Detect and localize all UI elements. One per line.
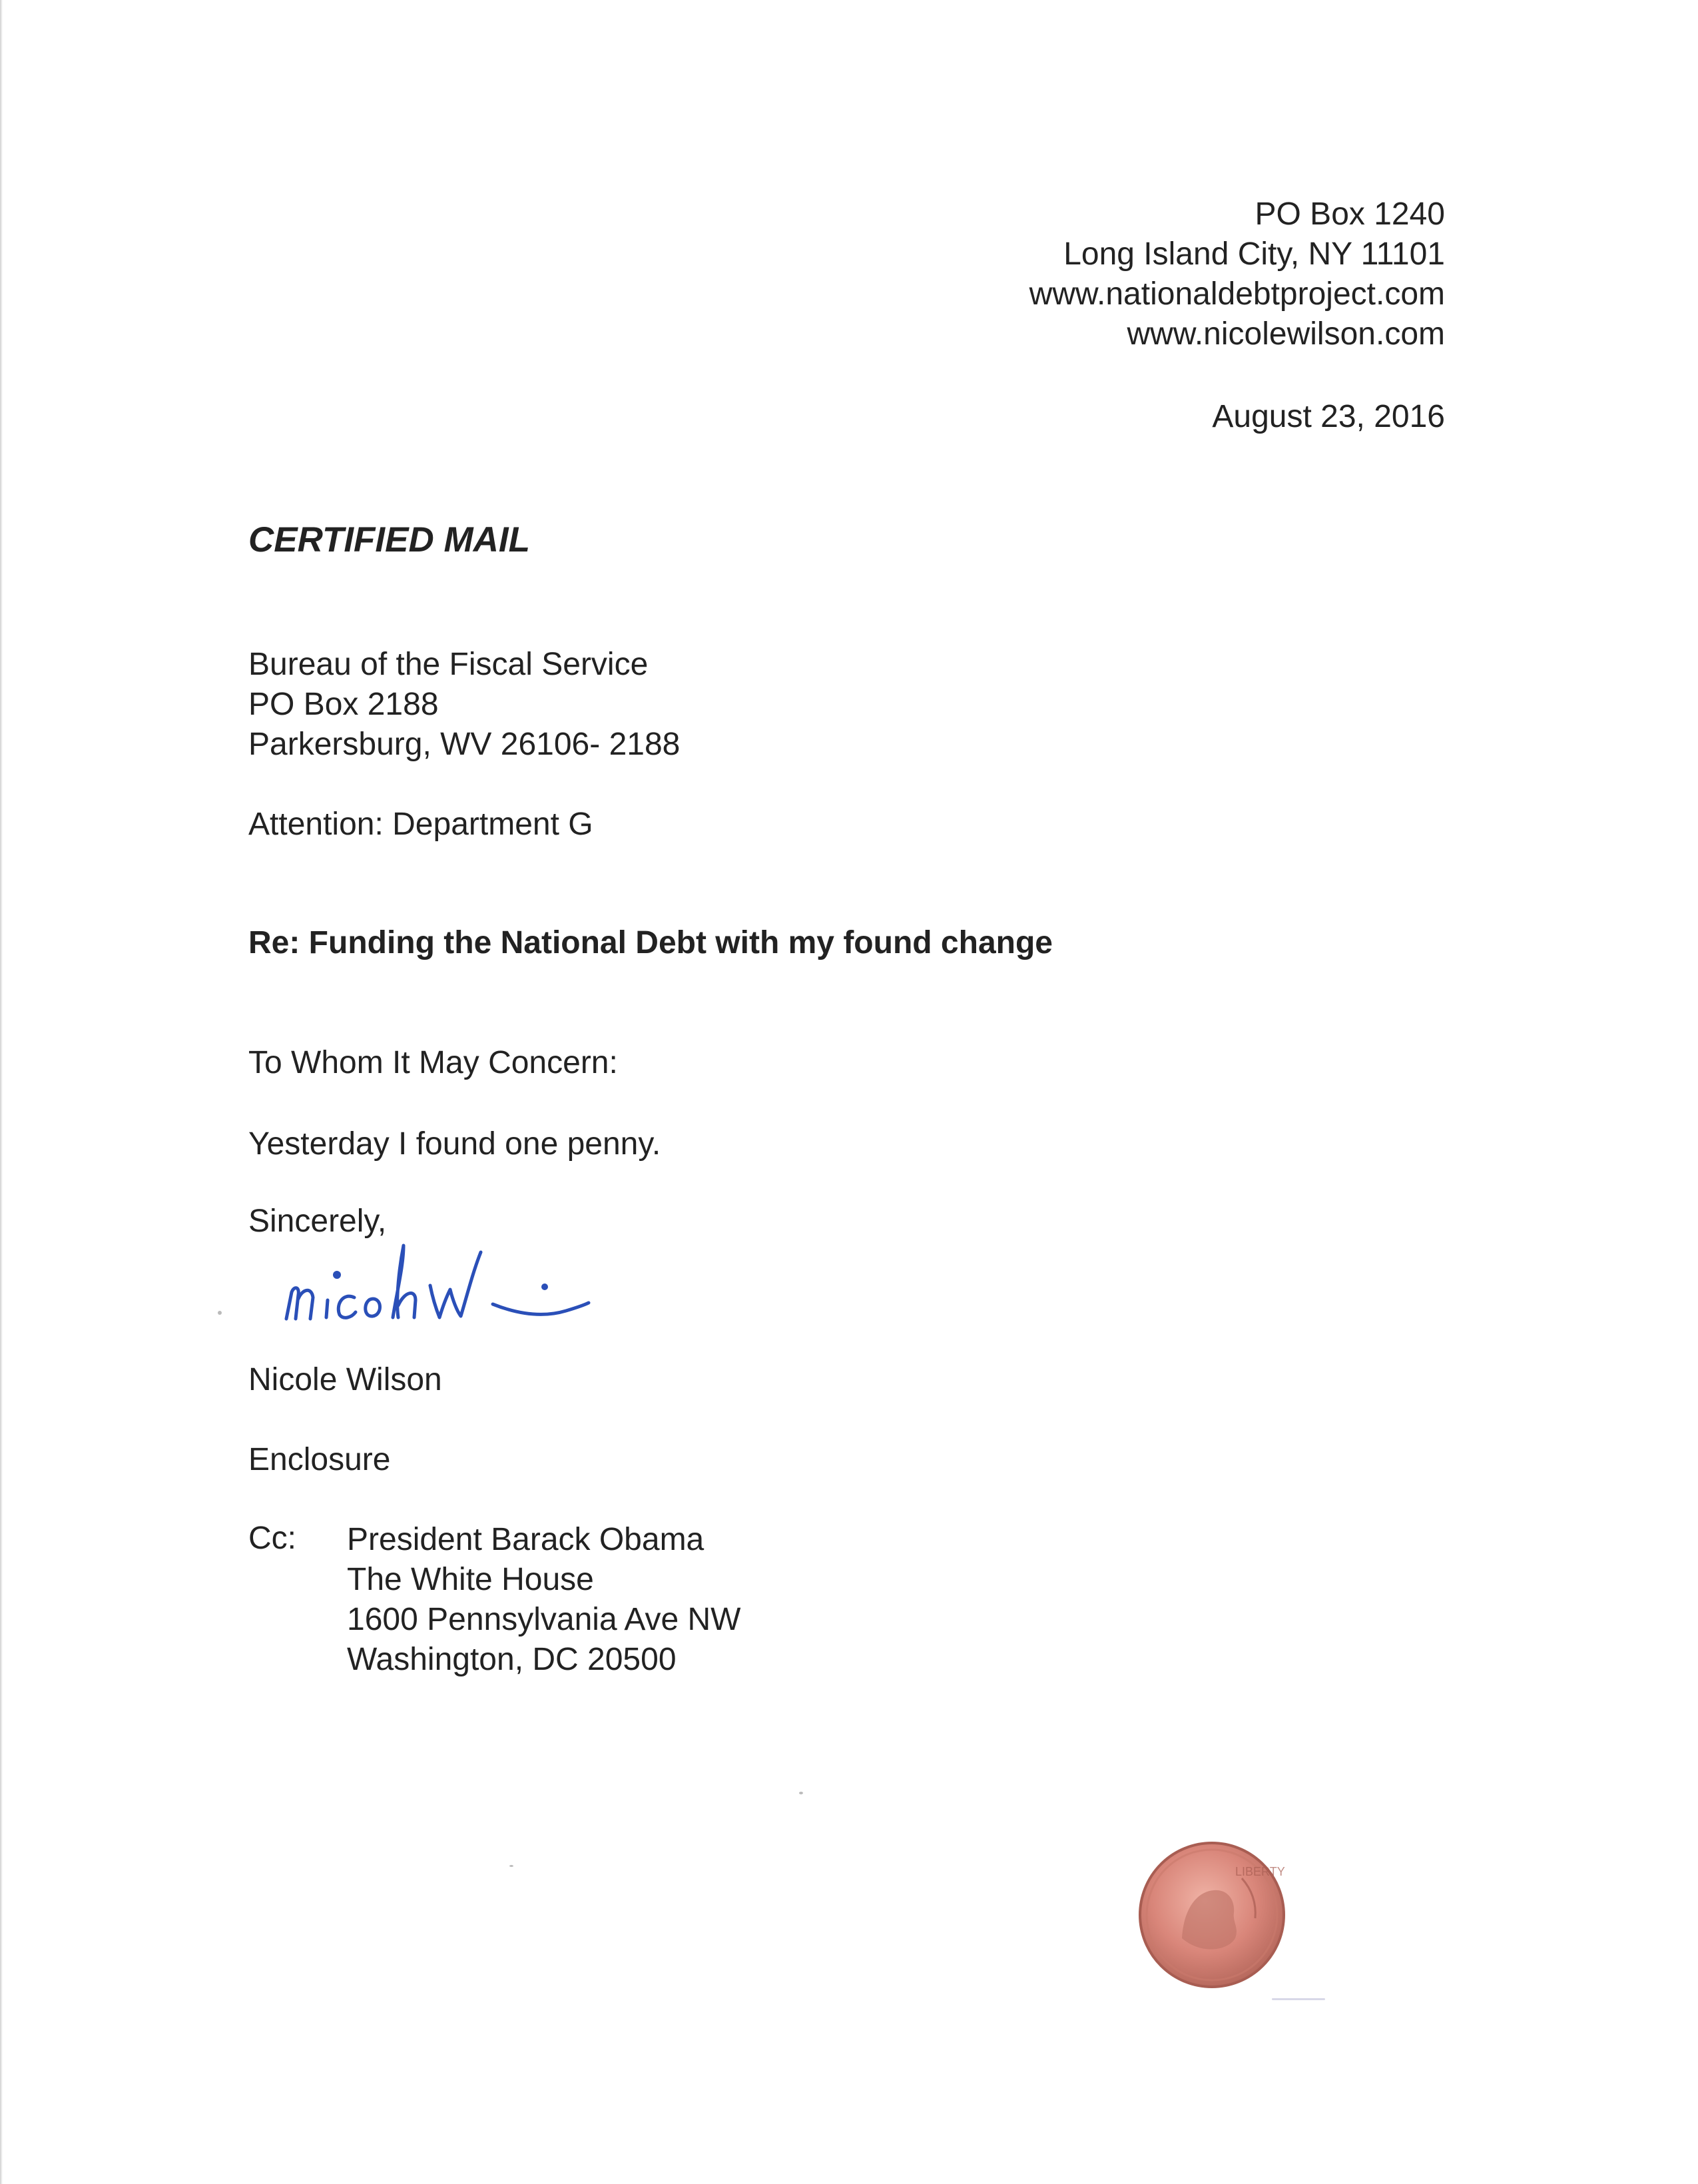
recipient-address-block [248,645,680,765]
cc-city: Washington, DC 20500 [347,1642,677,1677]
attention-line: Attention: Department G [248,807,593,842]
sender-address-block [1029,194,1445,354]
paper-speck [218,1311,222,1315]
cc-organization: The White House [347,1562,594,1597]
sender-website-1: www.nationaldebtproject.com [1029,276,1445,312]
cc-address-block [347,1520,740,1680]
cc-street: 1600 Pennsylvania Ave NW [347,1602,741,1637]
handwritten-signature [273,1226,633,1339]
enclosure-note: Enclosure [248,1442,391,1477]
letter-body: Yesterday I found one penny. [248,1126,661,1162]
recipient-city: Parkersburg, WV 26106- 2188 [248,727,681,762]
cc-name: President Barack Obama [347,1522,705,1557]
penny-coin-icon [1135,1838,1288,1992]
paper-speck [509,1865,513,1867]
page-edge [0,0,3,2184]
letter-date: August 23, 2016 [1212,399,1445,434]
paper-speck [799,1792,803,1794]
subject-line: Re: Funding the National Debt with my found change [248,925,1053,960]
certified-mail-heading: CERTIFIED MAIL [248,520,531,559]
recipient-name: Bureau of the Fiscal Service [248,647,649,682]
sender-city: Long Island City, NY 11101 [1063,236,1445,272]
closing: Sincerely, [248,1204,387,1239]
salutation: To Whom It May Concern: [248,1045,618,1080]
sender-website-2: www.nicolewilson.com [1127,316,1445,352]
recipient-po-box: PO Box 2188 [248,687,439,722]
signatory-name: Nicole Wilson [248,1362,442,1397]
sender-po-box: PO Box 1240 [1255,196,1445,232]
svg-text:LIBERTY: LIBERTY [1235,1865,1285,1878]
paper-speck [1272,1998,1325,2000]
cc-label: Cc: [248,1521,296,1556]
